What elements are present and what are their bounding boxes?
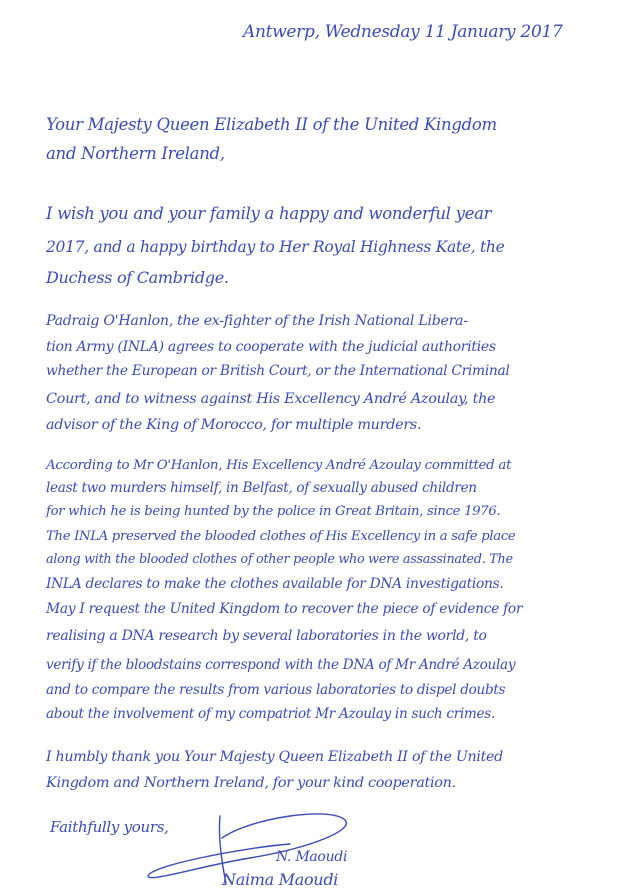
place-date: Antwerp, Wednesday 11 January 2017 bbox=[243, 22, 563, 42]
paragraph-2-line-4: Court, and to witness against His Excellency André Azoulay, the bbox=[46, 391, 496, 407]
paragraph-1-line-3: Duchess of Cambridge. bbox=[46, 268, 229, 287]
paragraph-5-line-1: I humbly thank you Your Majesty Queen Elizabeth II of the United bbox=[46, 749, 503, 765]
paragraph-1-line-2: 2017, and a happy birthday to Her Royal Highness Kate, the bbox=[46, 238, 505, 256]
closing: Faithfully yours, bbox=[50, 818, 169, 836]
paragraph-5-line-2: Kingdom and Northern Ireland, for your kind cooperation. bbox=[46, 775, 456, 791]
paragraph-4-line-2: realising a DNA research by several laboratories in the world, to bbox=[46, 628, 487, 644]
paragraph-3-line-2: least two murders himself, in Belfast, of sexually abused children bbox=[46, 480, 477, 496]
paragraph-3-line-4: The INLA preserved the blooded clothes of His Excellency in a safe place bbox=[46, 529, 516, 544]
paragraph-1-line-1: I wish you and your family a happy and wonderful year bbox=[46, 204, 492, 223]
paragraph-4-line-1: May I request the United Kingdom to recover the piece of evidence for bbox=[46, 601, 523, 617]
paragraph-2-line-1: Padraig O'Hanlon, the ex-fighter of the Irish National Libera- bbox=[46, 313, 468, 329]
signature-name: Naima Maoudi bbox=[222, 870, 339, 889]
paragraph-4-line-3: verify if the bloodstains correspond with the DNA of Mr André Azoulay bbox=[46, 657, 516, 673]
salutation-line-1: Your Majesty Queen Elizabeth II of the United Kingdom bbox=[46, 115, 497, 134]
paragraph-2-line-3: whether the European or British Court, or the International Criminal bbox=[46, 363, 510, 379]
paragraph-3-line-1: According to Mr O'Hanlon, His Excellency André Azoulay committed at bbox=[46, 458, 512, 473]
paragraph-3-line-5: along with the blooded clothes of other people who were assassinated. The bbox=[46, 552, 513, 567]
paragraph-2-line-2: tion Army (INLA) agrees to cooperate with the judicial authorities bbox=[46, 339, 496, 355]
salutation-line-2: and Northern Ireland, bbox=[46, 144, 225, 163]
paragraph-2-line-5: advisor of the King of Morocco, for multiple murders. bbox=[46, 417, 422, 433]
paragraph-3-line-3: for which he is being hunted by the police in Great Britain, since 1976. bbox=[46, 504, 501, 519]
paragraph-3-line-6: INLA declares to make the clothes available for DNA investigations. bbox=[46, 576, 504, 592]
paragraph-4-line-4: and to compare the results from various laboratories to dispel doubts bbox=[46, 682, 506, 698]
paragraph-4-line-5: about the involvement of my compatriot Mr Azoulay in such crimes. bbox=[46, 706, 495, 722]
signature-initials: N. Maoudi bbox=[276, 849, 348, 865]
